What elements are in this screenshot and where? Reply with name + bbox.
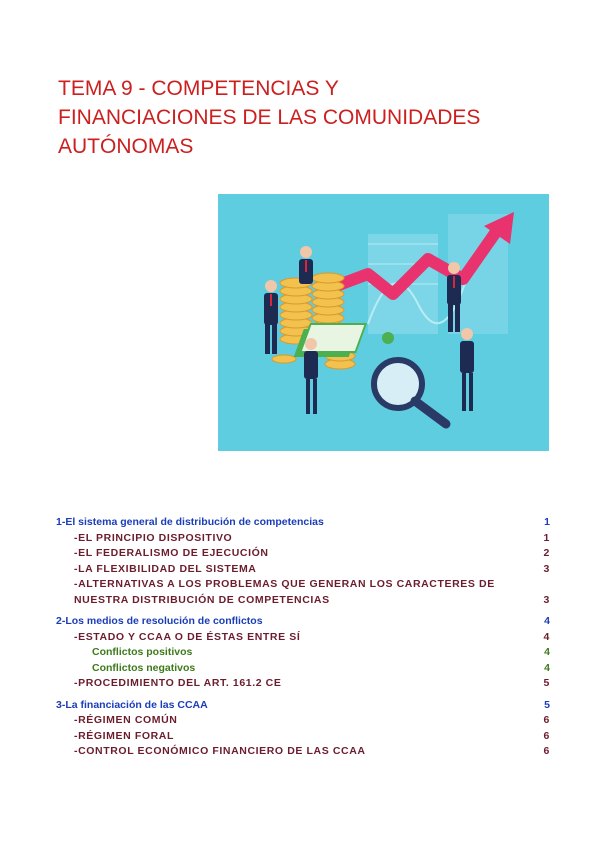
toc-entry-label: -LA FLEXIBILIDAD DEL SISTEMA <box>74 562 257 575</box>
toc-entry-label: -ESTADO Y CCAA O DE ÉSTAS ENTRE SÍ <box>74 630 301 643</box>
toc-entry-section-3[interactable] <box>56 698 550 714</box>
toc-entry-section-1[interactable] <box>56 515 550 531</box>
toc-entry-page: 6 <box>543 745 550 757</box>
toc-entry-page: 3 <box>543 562 550 575</box>
toc-entry-label: -RÉGIMEN FORAL <box>74 729 174 742</box>
toc-entry-label: 2-Los medios de resolución de conflictos <box>56 615 263 627</box>
toc-entry-page: 1 <box>544 516 550 528</box>
toc-entry-page: 1 <box>543 531 550 544</box>
toc-entry-label: -CONTROL ECONÓMICO FINANCIERO DE LAS CCAA <box>74 745 366 757</box>
toc-entry[interactable] <box>56 630 550 646</box>
toc-entry-page: 6 <box>543 729 550 742</box>
toc-entry-label: Conflictos negativos <box>92 661 196 674</box>
toc-subentry[interactable] <box>56 661 550 677</box>
toc-entry-page: 4 <box>544 646 550 658</box>
toc-entry-page: 2 <box>543 547 550 559</box>
document-title <box>58 74 558 161</box>
toc-entry-page: 5 <box>543 677 550 689</box>
title-line-2: FINANCIACIONES DE LAS COMUNIDADES <box>58 106 481 129</box>
toc-entry-label: 3-La financiación de las CCAA <box>56 698 208 711</box>
title-line-3: AUTÓNOMAS <box>58 135 194 158</box>
toc-entry[interactable] <box>56 577 550 608</box>
toc-entry-label: Conflictos positivos <box>92 646 193 658</box>
toc-entry-label: -RÉGIMEN COMÚN <box>74 714 178 726</box>
toc-entry[interactable] <box>56 744 550 760</box>
toc-entry-label: 1-El sistema general de distribución de competencias <box>56 516 324 528</box>
toc-entry-page: 5 <box>544 698 550 711</box>
toc-entry-page: 4 <box>544 661 550 674</box>
toc-entry-section-2[interactable] <box>56 614 550 630</box>
toc-entry-page: 6 <box>543 714 550 726</box>
title-line-1: TEMA 9 - COMPETENCIAS Y <box>58 77 339 100</box>
toc-entry-label: -ALTERNATIVAS A LOS PROBLEMAS QUE GENERAN LOS CARACTERES DE NUESTRA DISTRIBUCIÓN DE COMPETENCIAS <box>74 578 495 606</box>
toc-entry[interactable] <box>56 531 550 547</box>
toc-entry[interactable] <box>56 562 550 578</box>
toc-entry-page: 4 <box>543 630 550 643</box>
toc-entry-label: -EL PRINCIPIO DISPOSITIVO <box>74 531 233 544</box>
toc-entry[interactable] <box>56 676 550 692</box>
toc-entry-page: 3 <box>543 593 550 606</box>
toc-entry[interactable] <box>56 729 550 745</box>
toc-subentry[interactable] <box>56 645 550 661</box>
table-of-contents <box>56 515 550 760</box>
business-growth-illustration <box>218 194 549 451</box>
toc-entry[interactable] <box>56 546 550 562</box>
toc-entry-label: -EL FEDERALISMO DE EJECUCIÓN <box>74 547 269 559</box>
toc-entry-label: -PROCEDIMIENTO DEL ART. 161.2 CE <box>74 677 282 689</box>
toc-entry-page: 4 <box>544 615 550 627</box>
toc-entry[interactable] <box>56 713 550 729</box>
